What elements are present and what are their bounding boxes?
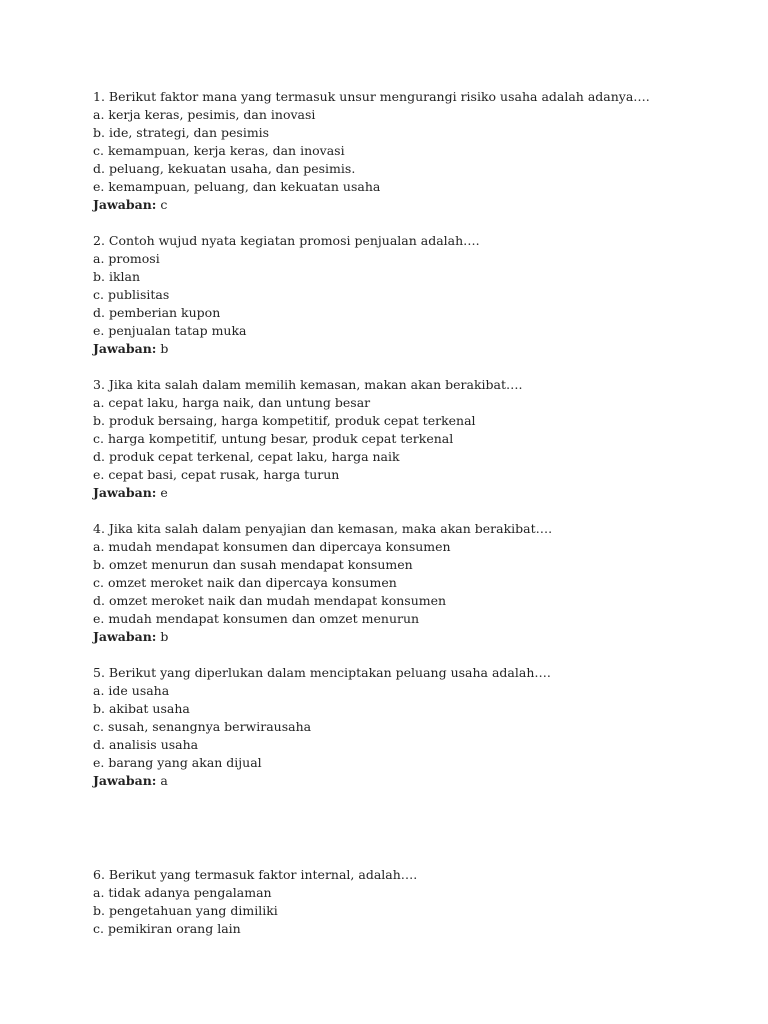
option-b: b. ide, strategi, dan pesimis [93, 125, 270, 140]
option-e: e. barang yang akan dijual [93, 755, 262, 770]
option-c: c. publisitas [93, 287, 170, 302]
option-c: c. susah, senangnya berwirausaha [93, 719, 312, 734]
answer-value: a [160, 773, 168, 788]
answer-line [93, 340, 733, 358]
answer-label: Jawaban: [93, 341, 157, 356]
answer-label: Jawaban: [93, 197, 157, 212]
option-e: e. cepat basi, cepat rusak, harga turun [93, 467, 340, 482]
question-4 [93, 520, 733, 646]
option-b: b. omzet menurun dan susah mendapat konsumen [93, 557, 413, 572]
question-5 [93, 664, 733, 790]
option-c: c. omzet meroket naik dan dipercaya konsumen [93, 575, 397, 590]
question-text: 4. Jika kita salah dalam penyajian dan kemasan, maka akan berakibat…. [93, 521, 553, 536]
option-b: b. iklan [93, 269, 141, 284]
question-1 [93, 88, 733, 214]
answer-value: b [160, 341, 169, 356]
answer-value: e [160, 485, 168, 500]
question-3 [93, 376, 733, 502]
answer-label: Jawaban: [93, 773, 157, 788]
answer-line [93, 772, 733, 790]
option-d: d. pemberian kupon [93, 305, 221, 320]
question-2 [93, 232, 733, 358]
option-a: a. cepat laku, harga naik, dan untung besar [93, 395, 371, 410]
blank-space [93, 790, 733, 866]
option-b: b. pengetahuan yang dimiliki [93, 903, 278, 918]
option-a: a. tidak adanya pengalaman [93, 885, 272, 900]
option-a: a. ide usaha [93, 683, 170, 698]
answer-value: c [160, 197, 168, 212]
option-c: c. kemampuan, kerja keras, dan inovasi [93, 143, 345, 158]
question-text: 5. Berikut yang diperlukan dalam menciptakan peluang usaha adalah…. [93, 665, 551, 680]
option-b: b. produk bersaing, harga kompetitif, produk cepat terkenal [93, 413, 476, 428]
option-e: e. penjualan tatap muka [93, 323, 247, 338]
question-text: 6. Berikut yang termasuk faktor internal, adalah…. [93, 867, 418, 882]
answer-value: b [160, 629, 169, 644]
option-e: e. mudah mendapat konsumen dan omzet menurun [93, 611, 420, 626]
option-c: c. pemikiran orang lain [93, 921, 241, 936]
answer-line [93, 628, 733, 646]
answer-label: Jawaban: [93, 485, 157, 500]
option-a: a. mudah mendapat konsumen dan dipercaya konsumen [93, 539, 451, 554]
option-a: a. kerja keras, pesimis, dan inovasi [93, 107, 316, 122]
option-d: d. analisis usaha [93, 737, 199, 752]
answer-line [93, 484, 733, 502]
option-d: d. peluang, kekuatan usaha, dan pesimis. [93, 161, 356, 176]
option-d: d. omzet meroket naik dan mudah mendapat konsumen [93, 593, 447, 608]
answer-label: Jawaban: [93, 629, 157, 644]
question-text: 2. Contoh wujud nyata kegiatan promosi penjualan adalah…. [93, 233, 480, 248]
question-text: 1. Berikut faktor mana yang termasuk unsur mengurangi risiko usaha adalah adanya…. [93, 89, 650, 104]
question-text: 3. Jika kita salah dalam memilih kemasan, makan akan berakibat…. [93, 377, 523, 392]
question-6 [93, 866, 733, 938]
option-b: b. akibat usaha [93, 701, 190, 716]
option-d: d. produk cepat terkenal, cepat laku, harga naik [93, 449, 400, 464]
document-page [93, 88, 733, 956]
option-c: c. harga kompetitif, untung besar, produk cepat terkenal [93, 431, 454, 446]
option-a: a. promosi [93, 251, 160, 266]
answer-line [93, 196, 733, 214]
option-e: e. kemampuan, peluang, dan kekuatan usaha [93, 179, 381, 194]
